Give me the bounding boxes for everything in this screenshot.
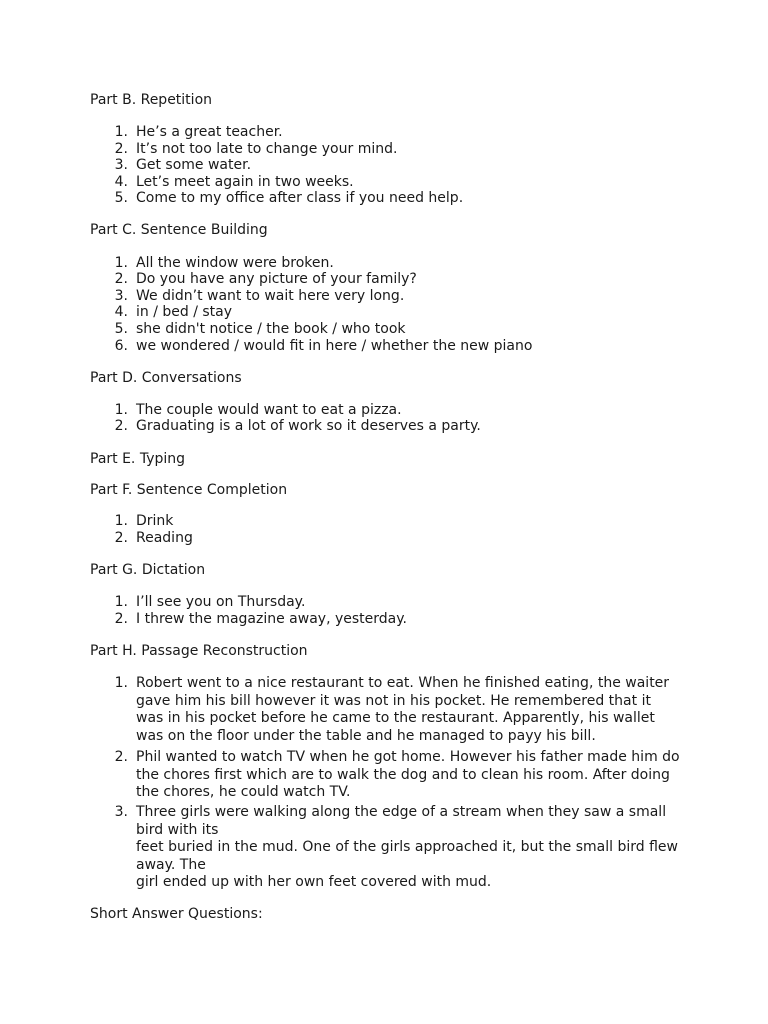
part-f-heading: Part F. Sentence Completion — [90, 482, 288, 498]
list-number: 2. — [114, 418, 128, 434]
passage-line: Three girls were walking along the edge of a stream when they saw a small — [136, 804, 667, 820]
part-b-heading: Part B. Repetition — [90, 92, 213, 108]
list-number: 2. — [114, 749, 128, 765]
list-number: 5. — [114, 321, 128, 337]
part-h-heading: Part H. Passage Reconstruction — [90, 643, 308, 659]
part-e-heading: Part E. Typing — [90, 451, 186, 467]
list-number: 5. — [114, 190, 128, 206]
list-item: We didn’t want to wait here very long. — [136, 288, 405, 304]
list-number: 3. — [114, 157, 128, 173]
part-d-heading: Part D. Conversations — [90, 370, 242, 386]
list-number: 2. — [114, 611, 128, 627]
list-number: 1. — [114, 513, 128, 529]
short-answer-heading: Short Answer Questions: — [90, 906, 263, 922]
passage-item: Robert went to a nice restaurant to eat. When he finished eating, the waiter gave him his bill however it was not in his pocket. He remembered that it was in his pocket before he came to the restaurant. Apparently, his wallet was on the floor under the table and he managed to payy his bill. — [136, 675, 670, 744]
part-c-heading: Part C. Sentence Building — [90, 222, 268, 238]
passage-item — [136, 804, 678, 892]
list-item: in / bed / stay — [136, 304, 233, 320]
list-number: 3. — [114, 288, 128, 304]
list-number: 1. — [114, 255, 128, 271]
list-item: Do you have any picture of your family? — [136, 271, 417, 287]
list-item: Graduating is a lot of work so it deserves a party. — [136, 418, 481, 434]
passage-line: feet buried in the mud. One of the girls approached it, but the small bird flew — [136, 839, 678, 855]
list-number: 4. — [114, 304, 128, 320]
part-g-heading: Part G. Dictation — [90, 562, 206, 578]
list-number: 2. — [114, 141, 128, 157]
list-number: 1. — [114, 124, 128, 140]
list-item: He’s a great teacher. — [136, 124, 283, 140]
passage-item: Phil wanted to watch TV when he got home. However his father made him do the chores first which are to walk the dog and to clean his room. After doing the chores, he could watch TV. — [136, 749, 680, 800]
list-item: I’ll see you on Thursday. — [136, 594, 306, 610]
list-item: Get some water. — [136, 157, 252, 173]
list-item: Drink — [136, 513, 174, 529]
list-number: 4. — [114, 174, 128, 190]
list-item: Reading — [136, 530, 193, 546]
list-number: 6. — [114, 338, 128, 354]
list-item: I threw the magazine away, yesterday. — [136, 611, 407, 627]
list-item: she didn't notice / the book / who took — [136, 321, 406, 337]
passage-line: girl ended up with her own feet covered with mud. — [136, 874, 492, 890]
list-item: we wondered / would fit in here / whether the new piano — [136, 338, 533, 354]
list-number: 1. — [114, 402, 128, 418]
list-item: All the window were broken. — [136, 255, 334, 271]
list-number: 3. — [114, 804, 128, 820]
list-number: 1. — [114, 594, 128, 610]
passage-line: away. The — [136, 856, 206, 873]
list-number: 2. — [114, 530, 128, 546]
passage-line: bird with its — [136, 821, 219, 838]
list-item: Come to my office after class if you need help. — [136, 190, 464, 206]
list-number: 2. — [114, 271, 128, 287]
list-item: It’s not too late to change your mind. — [136, 141, 398, 157]
list-item: Let’s meet again in two weeks. — [136, 174, 354, 190]
list-item: The couple would want to eat a pizza. — [136, 402, 402, 418]
list-number: 1. — [114, 675, 128, 691]
